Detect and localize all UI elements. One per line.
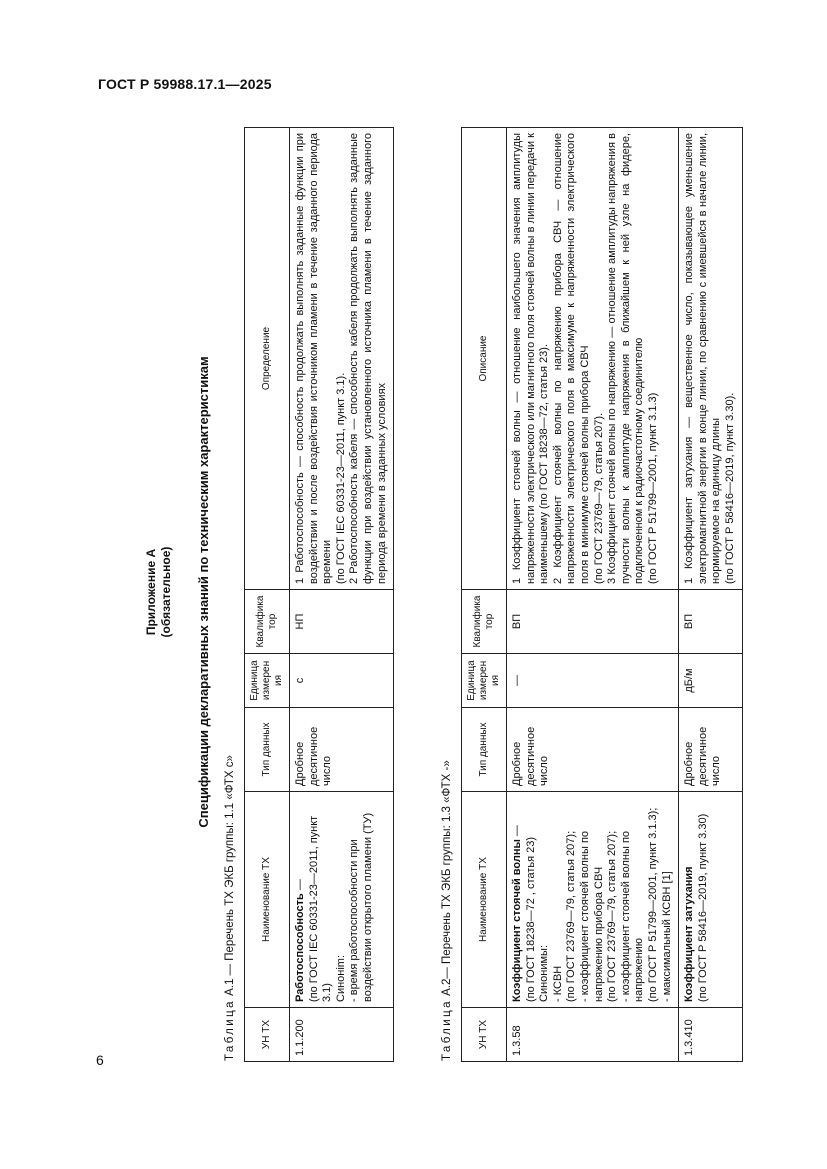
cell-unit: с: [290, 654, 394, 708]
table1-header-row: [245, 128, 290, 1062]
table2: [461, 127, 743, 1062]
table1-header-id: УН ТХ: [245, 1008, 290, 1062]
cell-id: 1.3.58: [507, 1008, 679, 1062]
table1-caption-text: А.1 — Перечень ТХ ЭКБ группы: 1.1 «ФТХ с»: [224, 755, 236, 1000]
table1-caption-prefix: Таблица: [224, 999, 236, 1061]
table-row: [679, 128, 742, 1062]
rotated-content: [144, 122, 736, 1062]
page-number: 6: [96, 1052, 104, 1068]
table1-header-qualifier: Квалификатор: [245, 590, 290, 654]
table2-caption-prefix: Таблица: [441, 999, 453, 1061]
cell-name: [290, 792, 394, 1008]
cell-description: 1 Коэффициент затухания — вещественное число, показывающее уменьшение электромагнитной энергии в конце линии, по сравнению с имевшейся в начале линии, нормируемое на единицу длины (по ГОСТ Р 58416—2019, пункт 3.30).: [679, 128, 742, 590]
cell-id: 1.1.200: [290, 1008, 394, 1062]
cell-data-type: Дробное десятичное число: [507, 708, 679, 792]
table2-header-row: [462, 128, 507, 1062]
table1: [244, 127, 394, 1062]
cell-id: 1.3.410: [679, 1008, 742, 1062]
table2-header-qualifier: Квалификатор: [462, 590, 507, 654]
table2-header-name: Наименование ТХ: [462, 792, 507, 1008]
document-number: ГОСТ Р 59988.17.1—2025: [98, 76, 272, 92]
cell-name: [679, 792, 742, 1008]
cell-name-bold: Работоспособность: [294, 893, 306, 1002]
section-title: Спецификации декларативных знаний по техническим характеристикам: [196, 356, 211, 828]
table1-caption: [224, 755, 236, 1061]
cell-qualifier: НП: [290, 590, 394, 654]
cell-name-rest: — (по ГОСТ IEC 60331-23—2011, пункт 3.1) Синонim: - время работоспособности при воздействии открытого пламени (ТУ): [294, 812, 374, 1002]
table2-header-unit: Единица измерения: [462, 654, 507, 708]
cell-data-type: Дробное десятичное число: [679, 708, 742, 792]
table2-caption: [441, 760, 453, 1061]
table1-header-type: Тип данных: [245, 708, 290, 792]
cell-unit: —: [507, 654, 679, 708]
table1-header-definition: Определение: [245, 128, 290, 590]
table1-header-unit: Единица измерения: [245, 654, 290, 708]
annex-title: Приложение А: [144, 548, 158, 636]
table2-caption-text: А.2— Перечень ТХ ЭКБ группы: 1.3 «ФТХ -»: [441, 760, 453, 1000]
cell-description: 1 Коэффициент стоячей волны — отношение наибольшего значения амплитуды напряженности электрического или магнитного поля стоячей волны в линии передачи к наименьшему (по ГОСТ 18238—72, статья 23). 2 Коэффициент стоячей волны по напряжению прибора СВЧ — отношение напряженности электрического поля в максимуме к напряженности электрического поля в минимуме стоячей волны прибора СВЧ (по ГОСТ 23769—79, статья 207). 3 Коэффициент стоячей волны по напряжению — отношение амплитуды напряжения в пучности волны к амплитуде напряжения в ближайшем к ней узле на фидере, подключенном к радиочастотному соединителю (по ГОСТ Р 51799—2001, пункт 3.1.3): [507, 128, 679, 590]
cell-definition: 1 Работоспособность — способность продолжать выполнять заданные функции при воздействии и после воздействия источником пламени в течение заданного периода времени (по ГОСТ IEC 60331-23—2011, пункт 3.1). 2 Работоспособность кабеля — способность кабеля продолжать выполнять заданные функции при воздействии установленного источника пламени в течение заданного периода времени в заданных условиях: [290, 128, 394, 590]
table-row: [507, 128, 679, 1062]
cell-name-rest: (по ГОСТ Р 58416—2019, пункт 3.30): [696, 813, 709, 1002]
cell-qualifier: ВП: [507, 590, 679, 654]
table2-header-description: Описание: [462, 128, 507, 590]
cell-name-bold: Коэффициент затухания: [683, 866, 696, 1002]
table2-header-id: УН ТХ: [462, 1008, 507, 1062]
annex-heading: [144, 122, 174, 1062]
cell-name-bold: Коэффициент стоячей волны: [511, 839, 523, 1002]
table1-header-name: Наименование ТХ: [245, 792, 290, 1008]
annex-note: (обязательное): [159, 546, 173, 638]
table-row: [290, 128, 394, 1062]
cell-name: [507, 792, 679, 1008]
table2-header-type: Тип данных: [462, 708, 507, 792]
cell-data-type: Дробное десятичное число: [290, 708, 394, 792]
cell-qualifier: ВП: [679, 590, 742, 654]
cell-unit: дБ/м: [679, 654, 742, 708]
cell-name-rest: — (по ГОСТ 18238—72 , статья 23) Синонимы: - КСВН (по ГОСТ 23769—79, статья 207); - коэффициент стоячей волны по напряжению прибора СВЧ (по ГОСТ 23769—79, статья 207); - коэффициент стоячей волны по напряжению (по ГОСТ Р 51799—2001, пункт 3.1.3); - максимальный КСВН [1]: [511, 807, 673, 1002]
